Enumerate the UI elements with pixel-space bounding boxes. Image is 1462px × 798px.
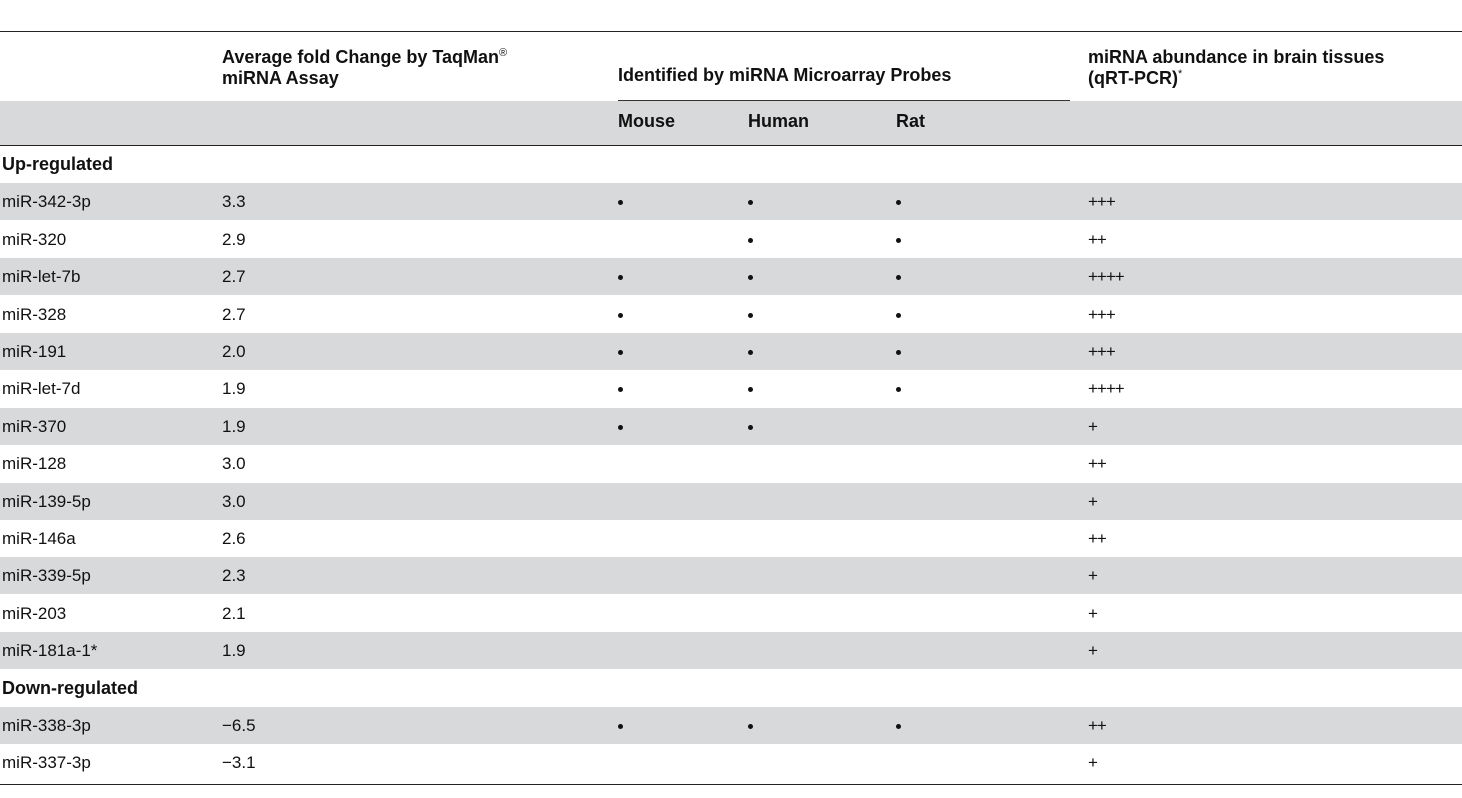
mirna-name: miR-146a (2, 529, 76, 548)
abundance-value: ++ (1088, 454, 1106, 473)
header-bottom-rule (0, 145, 1462, 146)
mouse-probe-dot-icon (618, 350, 623, 355)
header-fold-change-line2: miRNA Assay (222, 68, 339, 88)
table-row (0, 557, 1462, 594)
mirna-name: miR-320 (2, 230, 67, 249)
header-fold-change (222, 47, 507, 89)
table-row (0, 483, 1462, 520)
rat-probe-dot-icon (896, 387, 901, 392)
human-probe-cell (748, 408, 753, 445)
mirna-name: miR-191 (2, 342, 67, 361)
fold-change-value: 1.9 (222, 379, 246, 398)
header-fold-change-text: Average fold Change by TaqMan (222, 47, 500, 67)
rat-probe-cell (896, 707, 901, 744)
mouse-probe-dot-icon (618, 724, 623, 729)
header-abundance-text: miRNA abundance in brain tissues (1088, 47, 1385, 67)
fold-change-value: 1.9 (222, 641, 246, 660)
subheader-band (0, 101, 1462, 145)
table-row (0, 632, 1462, 669)
mouse-probe-cell (618, 370, 623, 407)
abundance-value: + (1088, 566, 1097, 585)
fold-change-value: 2.0 (222, 342, 246, 361)
mouse-probe-cell (618, 258, 623, 295)
human-probe-dot-icon (748, 238, 753, 243)
table-row (0, 520, 1462, 557)
section-label: Up-regulated (2, 154, 114, 174)
rat-probe-cell (896, 370, 901, 407)
human-probe-dot-icon (748, 425, 753, 430)
abundance-value: + (1088, 753, 1097, 772)
fold-change-value: 3.0 (222, 454, 246, 473)
table-row (0, 296, 1462, 333)
abundance-value: +++ (1088, 342, 1115, 361)
mirna-name: miR-181a-1* (2, 641, 98, 660)
abundance-value: + (1088, 604, 1097, 623)
human-probe-cell (748, 333, 753, 370)
mouse-probe-cell (618, 333, 623, 370)
mouse-probe-dot-icon (618, 425, 623, 430)
table-row (0, 258, 1462, 295)
fold-change-value: 2.7 (222, 305, 246, 324)
header-mouse: Mouse (618, 111, 676, 131)
mouse-probe-dot-icon (618, 387, 623, 392)
human-probe-cell (748, 707, 753, 744)
rat-probe-dot-icon (896, 200, 901, 205)
human-probe-dot-icon (748, 724, 753, 729)
mirna-name: miR-339-5p (2, 566, 91, 585)
rat-probe-dot-icon (896, 313, 901, 318)
header-abundance (1088, 47, 1384, 89)
mouse-probe-cell (618, 183, 623, 220)
human-probe-cell (748, 221, 753, 258)
rat-probe-cell (896, 296, 901, 333)
table-row (0, 221, 1462, 258)
rat-probe-dot-icon (896, 275, 901, 280)
rat-probe-dot-icon (896, 724, 901, 729)
mirna-name: miR-370 (2, 417, 67, 436)
rat-probe-cell (896, 258, 901, 295)
abundance-value: ++++ (1088, 267, 1124, 286)
table-row (0, 595, 1462, 632)
fold-change-value: 1.9 (222, 417, 246, 436)
mirna-name: miR-342-3p (2, 192, 91, 211)
table-row (0, 445, 1462, 482)
fold-change-value: 2.7 (222, 267, 246, 286)
rat-probe-dot-icon (896, 238, 901, 243)
abundance-value: +++ (1088, 305, 1115, 324)
header-abundance-line2: (qRT-PCR) (1088, 68, 1178, 88)
abundance-value: ++ (1088, 716, 1106, 735)
mouse-probe-cell (618, 707, 623, 744)
abundance-value: + (1088, 417, 1097, 436)
fold-change-value: 3.0 (222, 492, 246, 511)
table-top-rule (0, 31, 1462, 32)
mouse-probe-cell (618, 408, 623, 445)
rat-probe-dot-icon (896, 350, 901, 355)
human-probe-dot-icon (748, 275, 753, 280)
abundance-value: + (1088, 492, 1097, 511)
mirna-name: miR-328 (2, 305, 67, 324)
human-probe-dot-icon (748, 200, 753, 205)
mouse-probe-cell (618, 296, 623, 333)
header-rat: Rat (896, 111, 926, 131)
mirna-name: miR-337-3p (2, 753, 91, 772)
fold-change-value: −3.1 (222, 753, 256, 772)
table-row (0, 183, 1462, 220)
header-human: Human (748, 111, 810, 131)
abundance-value: +++ (1088, 192, 1115, 211)
fold-change-value: 2.3 (222, 566, 246, 585)
human-probe-cell (748, 370, 753, 407)
mirna-name: miR-139-5p (2, 492, 91, 511)
header-microarray-group: Identified by miRNA Microarray Probes (618, 65, 952, 85)
table-bottom-rule (0, 784, 1462, 785)
table-row (0, 408, 1462, 445)
abundance-value: + (1088, 641, 1097, 660)
fold-change-value: −6.5 (222, 716, 256, 735)
fold-change-value: 2.9 (222, 230, 246, 249)
mirna-name: miR-let-7b (2, 267, 81, 286)
abundance-value: ++ (1088, 230, 1106, 249)
table-row (0, 707, 1462, 744)
mirna-name: miR-128 (2, 454, 67, 473)
fold-change-value: 3.3 (222, 192, 246, 211)
table-row (0, 744, 1462, 781)
section-label: Down-regulated (2, 677, 139, 698)
fold-change-value: 2.1 (222, 604, 246, 623)
mouse-probe-dot-icon (618, 313, 623, 318)
rat-probe-cell (896, 221, 901, 258)
rat-probe-cell (896, 333, 901, 370)
table-row (0, 370, 1462, 407)
abundance-value: ++++ (1088, 379, 1124, 398)
rat-probe-cell (896, 183, 901, 220)
mirna-name: miR-let-7d (2, 379, 81, 398)
human-probe-cell (748, 183, 753, 220)
registered-mark: ® (499, 47, 508, 59)
human-probe-cell (748, 258, 753, 295)
human-probe-dot-icon (748, 387, 753, 392)
mirna-name: miR-203 (2, 604, 67, 623)
mouse-probe-dot-icon (618, 200, 623, 205)
table-row (0, 333, 1462, 370)
fold-change-value: 2.6 (222, 529, 246, 548)
human-probe-dot-icon (748, 350, 753, 355)
footnote-mark: * (1177, 68, 1183, 80)
human-probe-cell (748, 296, 753, 333)
mouse-probe-dot-icon (618, 275, 623, 280)
mirna-name: miR-338-3p (2, 716, 91, 735)
human-probe-dot-icon (748, 313, 753, 318)
abundance-value: ++ (1088, 529, 1106, 548)
